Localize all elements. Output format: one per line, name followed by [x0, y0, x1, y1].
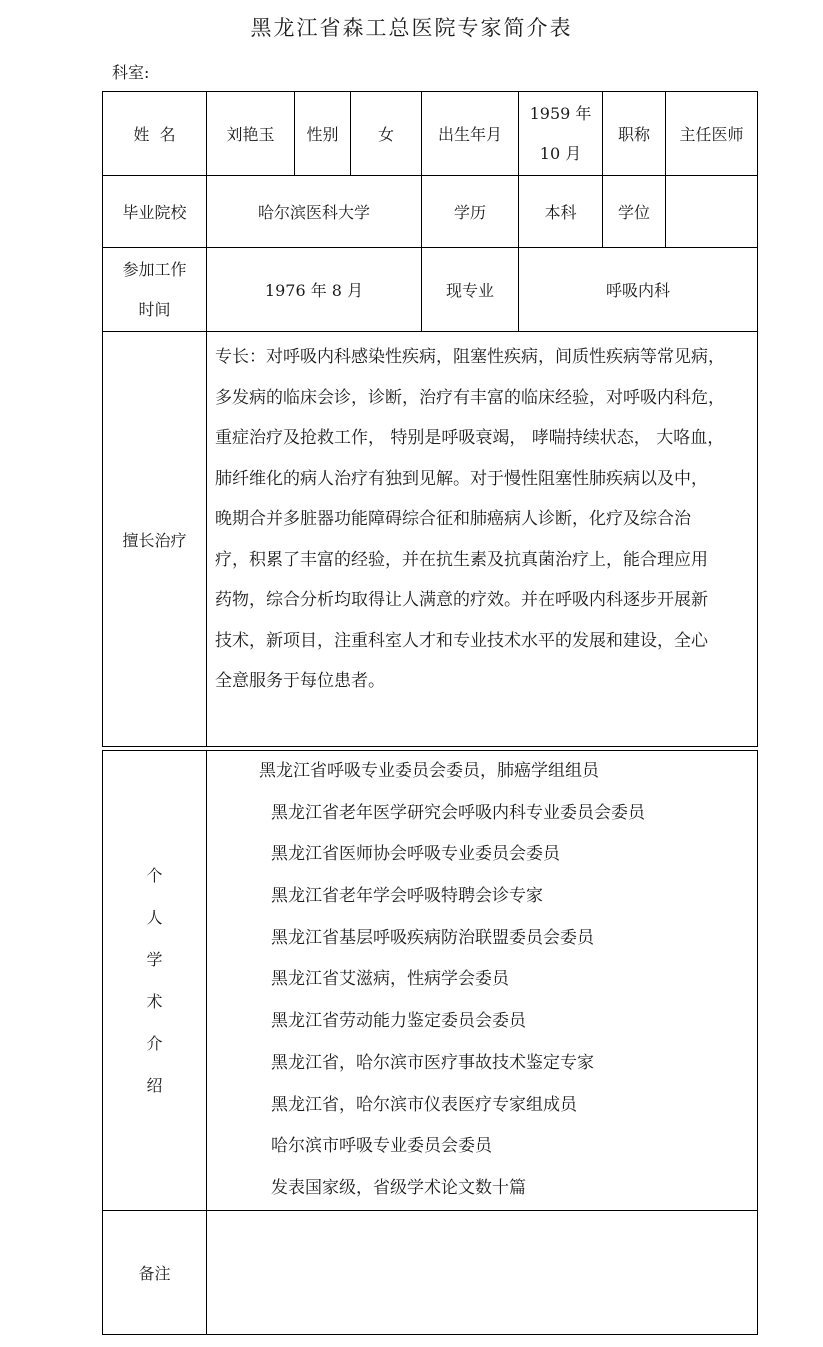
academic-item: 黑龙江省艾滋病，性病学会委员	[271, 969, 509, 990]
name-label: 姓 名	[103, 92, 207, 176]
academic-label-char: 绍	[146, 1075, 163, 1095]
academic-table	[102, 750, 758, 1335]
academic-label-char: 个	[146, 865, 163, 885]
academic-item: 黑龙江省，哈尔滨市医疗事故技术鉴定专家	[271, 1052, 594, 1073]
department-label: 科室:	[112, 63, 150, 82]
academic-content	[207, 751, 758, 1211]
specialty-label: 擅长治疗	[103, 332, 207, 747]
remarks-value	[207, 1211, 758, 1335]
rank-label: 职称	[603, 92, 666, 176]
gender-label: 性别	[295, 92, 351, 176]
academic-item: 黑龙江省医师协会呼吸专业委员会委员	[271, 844, 560, 865]
education-label: 学历	[422, 176, 519, 248]
work-start-value: 1976 年 8 月	[207, 248, 422, 332]
specialty-line: 晚期合并多脏器功能障碍综合征和肺癌病人诊断，化疗及综合治	[215, 509, 691, 529]
academic-item: 黑龙江省老年医学研究会呼吸内科专业委员会委员	[271, 802, 645, 823]
academic-item: 黑龙江省老年学会呼吸特聘会诊专家	[271, 886, 543, 907]
specialty-line: 药物，综合分析均取得让人满意的疗效。并在呼吸内科逐步开展新	[215, 590, 708, 610]
school-label: 毕业院校	[103, 176, 207, 248]
degree-label: 学位	[603, 176, 666, 248]
birth-month: 10 月	[539, 143, 582, 163]
specialty-line: 肺纤维化的病人治疗有独到见解。对于慢性阻塞性肺疾病以及中，	[215, 468, 708, 489]
major-value: 呼吸内科	[519, 248, 758, 332]
birth-year: 1959 年	[529, 103, 592, 123]
name-value: 刘艳玉	[207, 92, 295, 176]
academic-label-char: 介	[146, 1033, 163, 1053]
work-start-label-line1: 参加工作	[122, 259, 187, 279]
academic-label-char: 人	[146, 907, 163, 927]
education-value: 本科	[519, 176, 603, 248]
birth-value	[519, 92, 603, 176]
basic-info-table	[102, 91, 758, 747]
major-label: 现专业	[422, 248, 519, 332]
academic-item: 黑龙江省呼吸专业委员会委员，肺癌学组组员	[259, 761, 599, 781]
gender-value: 女	[351, 92, 422, 176]
specialty-line: 多发病的临床会诊，诊断，治疗有丰富的临床经验，对呼吸内科危，	[215, 387, 725, 408]
specialty-line: 疗，积累了丰富的经验，并在抗生素及抗真菌治疗上，能合理应用	[215, 549, 708, 570]
specialty-line: 重症治疗及抢救工作， 特别是呼吸衰竭， 哮喘持续状态， 大咯血，	[215, 428, 725, 448]
work-start-label-line2: 时间	[138, 299, 171, 319]
academic-item: 黑龙江省劳动能力鉴定委员会委员	[271, 1011, 526, 1032]
page-title: 黑龙江省森工总医院专家简介表	[250, 16, 573, 40]
academic-item: 哈尔滨市呼吸专业委员会委员	[271, 1136, 492, 1157]
academic-label	[103, 751, 207, 1211]
specialty-line: 全意服务于每位患者。	[215, 671, 385, 691]
academic-label-char: 术	[146, 991, 163, 1011]
academic-item: 黑龙江省基层呼吸疾病防治联盟委员会委员	[271, 927, 594, 948]
specialty-text	[207, 332, 758, 747]
specialty-line: 技术，新项目，注重科室人才和专业技术水平的发展和建设，全心	[215, 630, 708, 651]
expert-profile-form	[102, 91, 757, 1335]
birth-label: 出生年月	[422, 92, 519, 176]
work-start-label	[103, 248, 207, 332]
specialty-line: 专长：对呼吸内科感染性疾病，阻塞性疾病，间质性疾病等常见病，	[215, 347, 725, 367]
academic-item: 发表国家级，省级学术论文数十篇	[271, 1177, 526, 1198]
academic-item: 黑龙江省，哈尔滨市仪表医疗专家组成员	[271, 1094, 577, 1115]
remarks-label: 备注	[103, 1211, 207, 1335]
academic-label-char: 学	[146, 949, 163, 969]
degree-value	[666, 176, 758, 248]
rank-value: 主任医师	[666, 92, 758, 176]
school-value: 哈尔滨医科大学	[207, 176, 422, 248]
